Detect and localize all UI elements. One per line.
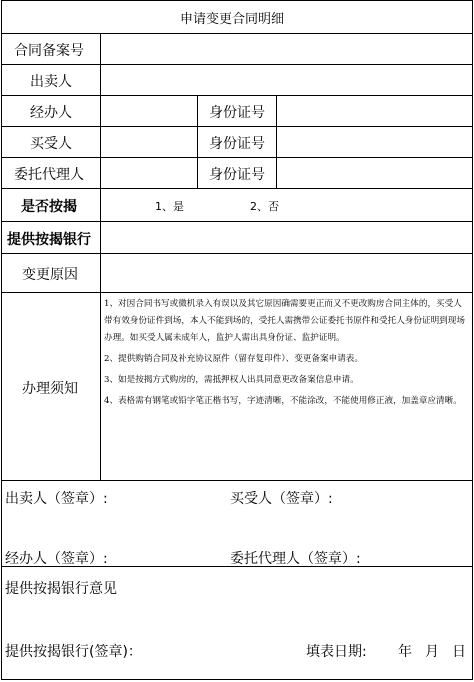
seller-signature-label: 出卖人（签章）:: [5, 491, 108, 507]
rule: [1, 679, 473, 680]
date-year: 年: [398, 644, 412, 660]
rule: [1, 221, 473, 222]
note-item: 2、提供购销合同及补充协议原件（留存复印件）、变更备案申请表。: [104, 354, 363, 364]
bank-sign-label: 提供按揭银行(签章)：: [5, 644, 142, 660]
instructions-label: 办理须知: [22, 381, 78, 397]
date-day: 日: [452, 644, 466, 660]
note-item: 4、表格需有钢笔或铅字笔正楷书写，字迹清晰，不能涂改，不能使用修正液，加盖章应清晰。: [104, 396, 462, 406]
rule: [1, 64, 473, 65]
rule: [1, 157, 473, 158]
rule: [1, 95, 473, 96]
buyer-signature-label: 买受人（签章）:: [230, 491, 333, 507]
bank-opinion-label: 提供按揭银行意见: [5, 581, 117, 597]
agent-signature-label: 委托代理人（签章）:: [230, 551, 361, 567]
contract-no-label: 合同备案号: [14, 43, 84, 59]
mortgage-option-yes: 1、是: [155, 200, 184, 213]
rule: [1, 188, 473, 189]
bank-label: 提供按揭银行: [7, 232, 91, 248]
rule: [1, 253, 473, 254]
handler-signature-label: 经办人（签章）:: [5, 551, 108, 567]
handler-id-label: 身份证号: [209, 105, 265, 121]
fill-date-label: 填表日期:: [306, 644, 367, 660]
rule: [472, 0, 473, 680]
buyer-id-label: 身份证号: [209, 136, 265, 152]
note-item: 3、如是按揭方式购房的，需抵押权人出具同意更改备案信息申请。: [104, 375, 359, 385]
rule: [1, 126, 473, 127]
seller-label: 出卖人: [30, 74, 72, 90]
handler-label: 经办人: [30, 105, 72, 121]
reason-label: 变更原因: [22, 267, 78, 283]
instructions-notes: [104, 296, 468, 414]
rule: [1, 292, 473, 293]
rule: [100, 33, 101, 480]
mortgage-option-no: 2、否: [250, 200, 279, 213]
form-title: 申请变更合同明细: [180, 12, 285, 27]
agent-id-label: 身份证号: [209, 167, 265, 183]
rule: [197, 95, 198, 188]
date-month: 月: [425, 644, 439, 660]
agent-label: 委托代理人: [14, 167, 84, 183]
rule: [1, 33, 473, 34]
note-item: 1、对因合同书写或微机录入有误以及其它原因确需要更正而又不更改购房合同主体的，买受人带有效身份证件到场，本人不能到场的，受托人需携带公证委托书原件和受托人身份证明到现场办理。如买受人属未成年人，监护人需出具身份证、监护证明。: [104, 299, 465, 343]
rule: [1, 480, 473, 481]
rule: [1, 0, 2, 680]
mortgage-label: 是否按揭: [21, 199, 77, 215]
buyer-label: 买受人: [30, 136, 72, 152]
rule: [1, 0, 473, 1]
rule: [276, 95, 277, 188]
